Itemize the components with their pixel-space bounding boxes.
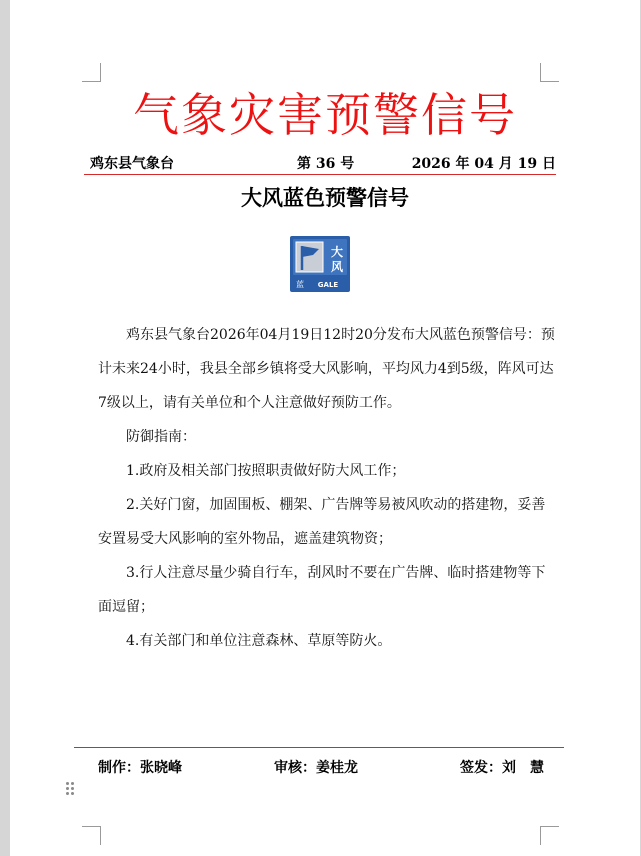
document-title: 气象灾害预警信号 [133, 88, 517, 142]
guide-heading: 防御指南： [126, 429, 196, 445]
document-header-row [84, 154, 556, 175]
margin-corner-bottom-right [540, 826, 559, 845]
warning-subtitle: 大风蓝色预警信号 [241, 185, 409, 210]
issue-number: 第 36 号 [297, 156, 355, 172]
guide-item-4: 4.有关部门和单位注意森林、草原等防火。 [126, 633, 392, 649]
footer-signatures [98, 757, 544, 779]
signal-char-bottom: 风 [330, 260, 344, 274]
warning-body [98, 318, 556, 658]
signer-label: 签发：刘 慧 [460, 760, 544, 776]
reviewer-label: 审核：姜桂龙 [274, 760, 358, 776]
warning-paragraph: 鸡东县气象台2026年04月19日12时20分发布大风蓝色预警信号：预计未来24小时，我县全部乡镇将受大风影响，平均风力4到5级，阵风可达7级以上，请有关单位和个人注意做好预防工作。 [98, 327, 555, 411]
issue-date: 2026 年 04 月 19 日 [411, 156, 556, 172]
guide-item-1: 1.政府及相关部门按照职责做好防大风工作； [126, 463, 406, 479]
footer-divider [74, 747, 564, 748]
gale-blue-warning-icon [290, 236, 350, 292]
table-drag-handle-icon[interactable] [66, 782, 76, 796]
maker-label: 制作：张晓峰 [98, 760, 182, 776]
signal-english-label: GALE [317, 281, 339, 289]
issuer-label: 鸡东县气象台 [90, 156, 174, 172]
signal-color-label: 蓝 [296, 280, 304, 289]
signal-char-top: 大 [330, 245, 344, 259]
margin-corner-top-right [540, 63, 559, 82]
document-page [10, 0, 640, 856]
guide-item-2: 2.关好门窗，加固围板、棚架、广告牌等易被风吹动的搭建物，妥善安置易受大风影响的室外物品，遮盖建筑物资； [98, 497, 546, 547]
margin-corner-top-left [82, 63, 101, 82]
guide-item-3: 3.行人注意尽量少骑自行车，刮风时不要在广告牌、临时搭建物等下面逗留； [98, 565, 546, 615]
margin-corner-bottom-left [82, 826, 101, 845]
